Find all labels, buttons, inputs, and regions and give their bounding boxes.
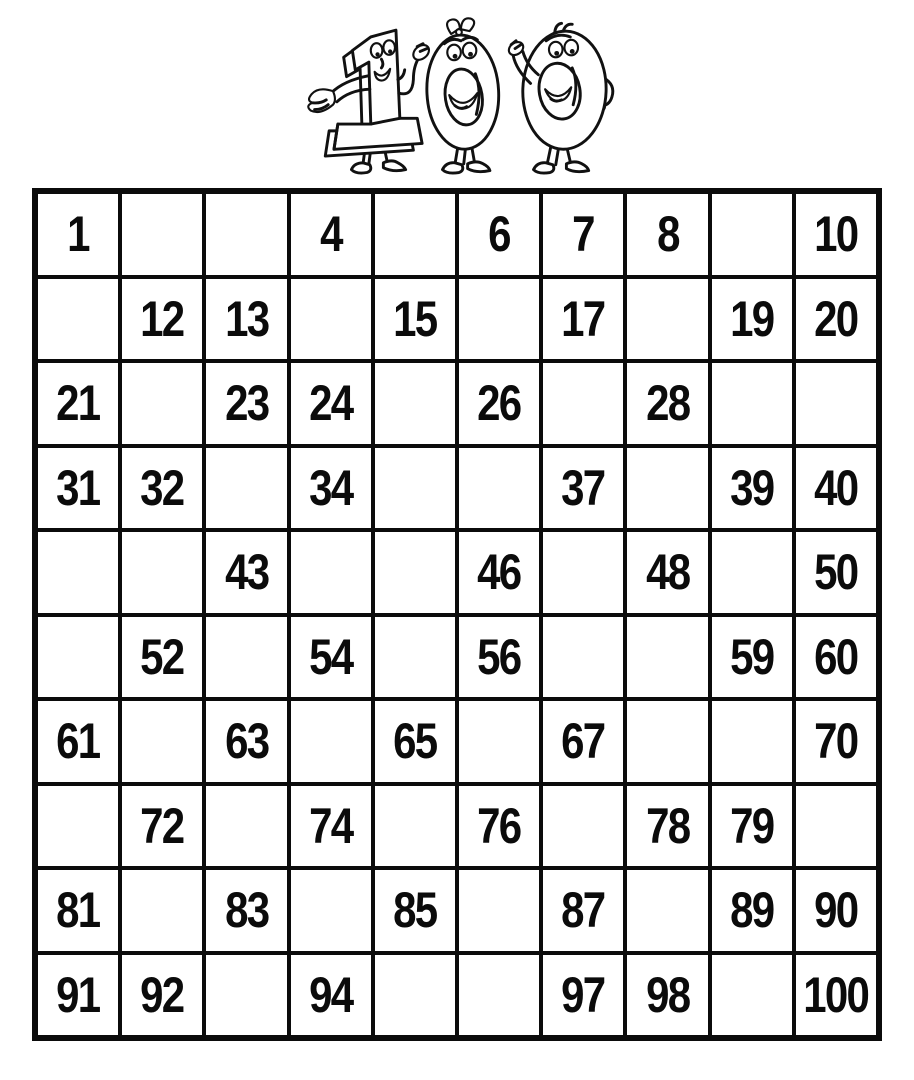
grid-cell-blank: [543, 617, 623, 698]
grid-cell-number: [712, 279, 792, 360]
grid-cell-blank: [375, 955, 455, 1036]
cell-number-label: 13: [224, 290, 269, 347]
grid-cell-number: [291, 955, 371, 1036]
grid-cell-number: [291, 194, 371, 275]
grid-cell-number: [712, 448, 792, 529]
grid-cell-number: [459, 532, 539, 613]
grid-cell-blank: [712, 532, 792, 613]
cell-number-label: 56: [477, 628, 521, 685]
cartoon-100-illustration: [270, 4, 642, 188]
grid-cell-number: [543, 870, 623, 951]
grid-cell-blank: [375, 786, 455, 867]
grid-cell-blank: [206, 448, 286, 529]
grid-cell-number: [291, 363, 371, 444]
grid-cell-number: [543, 448, 623, 529]
grid-cell-blank: [206, 786, 286, 867]
cell-number-label: 19: [730, 290, 774, 347]
cell-number-label: 46: [477, 544, 521, 601]
hundred-chart-grid: [32, 188, 882, 1041]
cartoon-digit-zero-first: [424, 18, 502, 173]
grid-cell-number: [206, 870, 286, 951]
cell-number-label: 78: [645, 797, 690, 854]
grid-cell-blank: [627, 279, 707, 360]
grid-cell-blank: [122, 194, 202, 275]
grid-cell-blank: [375, 448, 455, 529]
grid-cell-number: [38, 870, 118, 951]
grid-cell-blank: [543, 786, 623, 867]
grid-cell-number: [291, 786, 371, 867]
cell-number-label: 39: [730, 459, 774, 516]
cell-number-label: 23: [224, 375, 269, 432]
grid-cell-number: [38, 701, 118, 782]
grid-cell-number: [627, 955, 707, 1036]
cell-number-label: 17: [561, 290, 605, 347]
cell-number-label: 91: [56, 966, 100, 1023]
grid-cell-number: [291, 448, 371, 529]
grid-cell-number: [627, 532, 707, 613]
grid-cell-number: [796, 279, 876, 360]
grid-cell-blank: [459, 279, 539, 360]
cell-number-label: 67: [561, 713, 605, 770]
grid-cell-number: [38, 194, 118, 275]
cell-number-label: 43: [224, 544, 269, 601]
cell-number-label: 90: [814, 882, 858, 939]
grid-cell-number: [122, 279, 202, 360]
grid-cell-blank: [627, 701, 707, 782]
grid-cell-blank: [375, 617, 455, 698]
cell-number-label: 72: [140, 797, 184, 854]
cell-number-label: 37: [561, 459, 605, 516]
grid-cell-number: [796, 617, 876, 698]
grid-cell-number: [712, 617, 792, 698]
cell-number-label: 28: [645, 375, 690, 432]
cell-number-label: 50: [814, 544, 858, 601]
cell-number-label: 34: [309, 459, 353, 516]
grid-cell-number: [796, 870, 876, 951]
cell-number-label: 83: [224, 882, 269, 939]
grid-cell-blank: [459, 448, 539, 529]
grid-cell-blank: [291, 279, 371, 360]
grid-cell-number: [627, 363, 707, 444]
cartoon-digit-one: [308, 30, 432, 173]
grid-cell-blank: [122, 363, 202, 444]
grid-cell-blank: [543, 363, 623, 444]
grid-cell-blank: [459, 701, 539, 782]
cell-number-label: 21: [56, 375, 100, 432]
grid-cell-blank: [206, 617, 286, 698]
grid-cell-blank: [712, 194, 792, 275]
cell-number-label: 87: [561, 882, 605, 939]
grid-cell-blank: [627, 870, 707, 951]
grid-cell-blank: [291, 532, 371, 613]
cell-number-label: 6: [488, 206, 510, 263]
cell-number-label: 59: [730, 628, 774, 685]
grid-cell-number: [796, 194, 876, 275]
cell-number-label: 79: [730, 797, 774, 854]
grid-cell-blank: [712, 363, 792, 444]
grid-cell-number: [206, 532, 286, 613]
grid-cell-blank: [375, 194, 455, 275]
grid-cell-blank: [38, 532, 118, 613]
grid-cell-blank: [627, 448, 707, 529]
cell-number-label: 61: [56, 713, 100, 770]
grid-cell-number: [543, 279, 623, 360]
grid-cell-number: [796, 955, 876, 1036]
grid-cell-blank: [796, 363, 876, 444]
cell-number-label: 54: [309, 628, 353, 685]
grid-cell-blank: [375, 532, 455, 613]
cell-number-label: 63: [224, 713, 269, 770]
cell-number-label: 70: [814, 713, 858, 770]
grid-cell-number: [796, 448, 876, 529]
cell-number-label: 97: [561, 966, 605, 1023]
grid-cell-blank: [291, 701, 371, 782]
grid-cell-number: [459, 617, 539, 698]
cell-number-label: 10: [814, 206, 858, 263]
cell-number-label: 7: [572, 206, 595, 263]
cell-number-label: 1: [67, 206, 89, 263]
grid-cell-blank: [712, 701, 792, 782]
grid-cell-number: [122, 955, 202, 1036]
grid-cell-blank: [38, 279, 118, 360]
grid-cell-number: [122, 786, 202, 867]
cell-number-label: 74: [309, 797, 353, 854]
grid-cell-blank: [459, 955, 539, 1036]
grid-cell-blank: [291, 870, 371, 951]
cell-number-label: 65: [393, 713, 437, 770]
grid-cell-number: [796, 701, 876, 782]
cell-number-label: 98: [645, 966, 690, 1023]
cell-number-label: 48: [645, 544, 690, 601]
grid-cell-number: [627, 786, 707, 867]
grid-cell-number: [459, 786, 539, 867]
grid-cell-number: [543, 955, 623, 1036]
grid-cell-blank: [206, 955, 286, 1036]
cell-number-label: 40: [814, 459, 858, 516]
grid-cell-blank: [627, 617, 707, 698]
grid-cell-number: [206, 279, 286, 360]
grid-cell-blank: [543, 532, 623, 613]
grid-cell-number: [459, 194, 539, 275]
grid-cell-number: [38, 448, 118, 529]
cell-number-label: 26: [477, 375, 521, 432]
cell-number-label: 15: [393, 290, 437, 347]
grid-cell-number: [712, 870, 792, 951]
grid-cell-number: [122, 617, 202, 698]
cell-number-label: 81: [56, 882, 100, 939]
cell-number-label: 32: [140, 459, 184, 516]
grid-cell-blank: [375, 363, 455, 444]
cell-number-label: 85: [393, 882, 437, 939]
grid-cell-number: [375, 279, 455, 360]
cartoon-digit-zero-second: [506, 23, 612, 173]
cell-number-label: 4: [319, 206, 342, 263]
cell-number-label: 76: [477, 797, 521, 854]
grid-cell-number: [796, 532, 876, 613]
cell-number-label: 31: [56, 459, 100, 516]
grid-cell-number: [291, 617, 371, 698]
cell-number-label: 24: [309, 375, 353, 432]
grid-cell-number: [122, 448, 202, 529]
grid-cell-blank: [38, 786, 118, 867]
grid-cell-number: [206, 363, 286, 444]
cell-number-label: 94: [309, 966, 353, 1023]
cell-number-label: 89: [730, 882, 774, 939]
grid-cell-number: [712, 786, 792, 867]
cell-number-label: 52: [140, 628, 184, 685]
grid-cell-number: [375, 870, 455, 951]
cell-number-label: 92: [140, 966, 184, 1023]
grid-cell-blank: [122, 701, 202, 782]
grid-cell-blank: [38, 617, 118, 698]
grid-cell-number: [38, 955, 118, 1036]
grid-cell-number: [38, 363, 118, 444]
cell-number-label: 60: [814, 628, 858, 685]
grid-cell-blank: [459, 870, 539, 951]
grid-cell-number: [459, 363, 539, 444]
grid-cell-number: [375, 701, 455, 782]
cell-number-label: 8: [656, 206, 679, 263]
grid-cell-blank: [796, 786, 876, 867]
cell-number-label: 100: [803, 966, 869, 1023]
grid-cell-blank: [712, 955, 792, 1036]
grid-cell-number: [206, 701, 286, 782]
cell-number-label: 12: [140, 290, 184, 347]
cell-number-label: 20: [814, 290, 858, 347]
grid-cell-blank: [206, 194, 286, 275]
grid-cell-number: [543, 194, 623, 275]
grid-cell-blank: [122, 870, 202, 951]
grid-cell-number: [543, 701, 623, 782]
grid-cell-number: [627, 194, 707, 275]
grid-cell-blank: [122, 532, 202, 613]
